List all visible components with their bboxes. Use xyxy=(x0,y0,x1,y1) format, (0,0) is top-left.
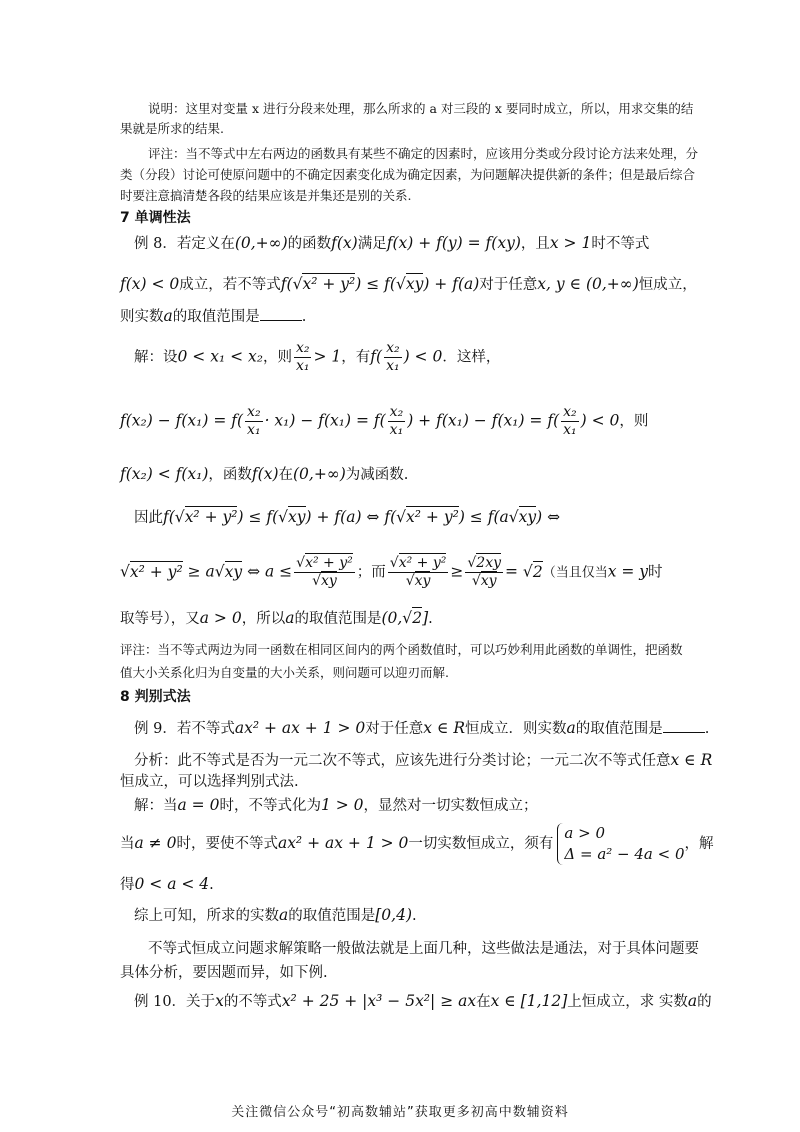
math: a xyxy=(566,719,576,737)
example-10: 例 10．关于x的不等式x² + 25 + |x³ − 5x²| ≥ ax在x ∈ [1,12]上恒成立，求 实数a的 xyxy=(134,992,712,1010)
fraction xyxy=(245,404,263,439)
math: f( xyxy=(163,508,175,526)
numerator: x₂ xyxy=(389,404,404,420)
general-line-2: 具体分析，要因题而异，如下例. xyxy=(120,965,328,981)
math: ≥ ax xyxy=(440,992,477,1010)
numerator: x₂ xyxy=(295,340,310,356)
text: ，则 xyxy=(262,349,292,366)
numerator: x₂ xyxy=(563,404,577,420)
text: （当且仅当 xyxy=(542,565,608,581)
math: x xyxy=(215,992,224,1010)
solution-8b-line-1: 因此f(√x² + y²) ≤ f(√xy) + f(a) ⇔ f(√x² + y²) ≤ f(a√xy) ⇔ xyxy=(134,508,561,526)
math: ax² + ax + 1 > 0 xyxy=(277,834,409,852)
comment1-line-3: 时要注意搞清楚各段的结果应该是并集还是别的关系. xyxy=(120,188,412,203)
math: 0 < x₁ < x₂ xyxy=(177,347,263,366)
denominator: x₁ xyxy=(563,422,577,438)
text: ，有 xyxy=(341,349,371,366)
math: x ∈ R xyxy=(423,719,466,737)
note-line-1: 说明：这里对变量 x 进行分段来处理，那么所求的 a 对三段的 x 要同时成立，所以，用求交集的结 xyxy=(148,101,694,116)
text: 的取值范围是 xyxy=(288,908,376,924)
math: f(x) xyxy=(251,465,279,483)
text: 时，不等式化为 xyxy=(219,798,321,814)
math: ) ≤ f( xyxy=(237,508,279,526)
text: 当 xyxy=(120,836,135,852)
numerator: x₂ xyxy=(386,340,400,356)
math: f(x) xyxy=(331,234,358,252)
system-line-1: a > 0 xyxy=(564,824,605,842)
math: x > 1 xyxy=(549,234,592,252)
denominator: xy xyxy=(480,573,497,589)
radicand: xy xyxy=(405,275,424,293)
radicand: xy xyxy=(224,562,243,581)
math: ] xyxy=(422,609,429,627)
text: . xyxy=(412,908,417,924)
numerator: x² + y² xyxy=(305,555,353,571)
math: ) + f(a) xyxy=(423,275,480,293)
numerator: x₂ xyxy=(247,404,261,420)
math: [0,4) xyxy=(375,906,412,924)
fraction xyxy=(388,404,406,439)
math: ) + f(a) ⇔ f( xyxy=(305,508,397,526)
text: 时 xyxy=(648,564,663,581)
text: ．这样， xyxy=(442,349,501,366)
math: x = y xyxy=(607,562,649,581)
radicand: x² + y² xyxy=(302,275,356,293)
text: . xyxy=(209,877,214,893)
text: 解：设 xyxy=(134,349,178,366)
math: a xyxy=(285,609,295,627)
denominator: xy xyxy=(414,573,431,589)
math: ⇔ a ≤ xyxy=(247,562,293,581)
text: 综上可知，所求的实数 xyxy=(134,908,279,924)
numerator: 2xy xyxy=(476,555,501,571)
example-8-line-3 xyxy=(120,306,680,327)
radicand: 2 xyxy=(412,609,423,627)
text: 对于任意 xyxy=(479,277,538,293)
math: f(x) + f(y) = f(xy) xyxy=(386,234,521,252)
text: ，所以 xyxy=(241,611,286,627)
math: ≥ xyxy=(450,562,464,581)
text: 时，要使不等式 xyxy=(176,836,278,852)
denominator: x₁ xyxy=(247,422,261,438)
math: · x₁) − f(x₁) = f( xyxy=(264,411,386,430)
text: 对于任意 xyxy=(365,721,424,737)
text: 在 xyxy=(476,994,491,1010)
math: = xyxy=(505,562,518,581)
section-8-title: 8 判别式法 xyxy=(120,689,191,705)
section-7-title: 7 单调性法 xyxy=(120,210,191,226)
denominator: x₁ xyxy=(386,358,400,374)
analysis-9-line-2: 恒成立，可以选择判别式法. xyxy=(120,774,299,790)
radicand: x² + y² xyxy=(184,508,238,526)
fraction xyxy=(294,340,312,375)
math: ) < 0 xyxy=(403,347,443,366)
note-line-2: 果就是所求的结果. xyxy=(120,121,224,136)
text: 则实数 xyxy=(120,309,164,325)
text: 满足 xyxy=(357,236,387,252)
solution-8-line-2 xyxy=(120,404,680,439)
math: ) < 0 xyxy=(580,411,620,430)
text: 的取值范围是 xyxy=(294,611,382,627)
radicand: xy xyxy=(288,508,306,526)
text: ，解 xyxy=(684,836,714,852)
fraction xyxy=(561,404,579,439)
solution-8-line-3 xyxy=(120,464,680,485)
text: 时不等式 xyxy=(591,236,650,252)
solution-9-line-2 xyxy=(120,823,714,865)
math: ) ≤ f(a xyxy=(458,508,509,526)
math: f(x₂) − f(x₁) = f( xyxy=(120,411,244,430)
text: 在 xyxy=(278,467,293,483)
denominator: x₁ xyxy=(295,358,310,374)
fraction: $\frac{\text{√x² + y²}}{√xy}$ xyxy=(296,555,353,589)
text: 取等号），又 xyxy=(120,611,200,627)
text: 分析：此不等式是否为一元二次不等式，应该先进行分类讨论；一元二次不等式任意 xyxy=(134,753,671,769)
math: ≥ a xyxy=(187,562,215,581)
math: f(x) < 0 xyxy=(120,275,180,293)
math: ) ≤ f( xyxy=(355,275,396,293)
text: 的 xyxy=(697,994,712,1010)
math: 0 < a < 4 xyxy=(134,875,210,893)
text: 恒成立．则实数 xyxy=(465,721,567,737)
text: 例 10．关于 xyxy=(134,994,216,1010)
solution-8b-line-2: √x² + y² ≥ a√xy ⇔ a ≤ $\frac{\text{√x² + y²}}{√xy}$ ；而 $\frac{\text{√x² + y²}}{√xy}$ ≥ $\frac{√2xy}{√xy}$ = √2（当且仅当x = y时 xyxy=(120,555,663,589)
summary-9 xyxy=(120,905,680,926)
math: a > 0 xyxy=(199,609,242,627)
text: 的不等式 xyxy=(223,994,282,1010)
text: 得 xyxy=(120,877,135,893)
example-8-line-2: f(x) < 0成立，若不等式f(√x² + y²) ≤ f(√xy) + f(a)对于任意x, y ∈ (0,+∞)恒成立， xyxy=(120,275,697,293)
math: f( xyxy=(280,275,293,293)
text: 为减函数. xyxy=(345,467,409,483)
math: a xyxy=(687,992,698,1010)
text: . xyxy=(704,721,710,737)
math: 1 > 0 xyxy=(320,796,364,814)
system-line-2: Δ = a² − 4a < 0 xyxy=(564,845,685,863)
text: 成立，若不等式 xyxy=(179,277,281,293)
math: a ≠ 0 xyxy=(134,834,177,852)
solution-8b-line-3: 取等号），又a > 0，所以a的取值范围是(0,√2]. xyxy=(120,609,433,627)
text: ，则 xyxy=(619,413,649,430)
denominator: xy xyxy=(321,573,337,589)
comment1-line-1: 评注：当不等式中左右两边的函数具有某些不确定的因素时，应该用分类或分段讨论方法来处理，分 xyxy=(148,146,699,161)
text: 恒成立， xyxy=(638,277,697,293)
math: x² + 25 + xyxy=(281,992,358,1010)
math: x, y ∈ (0,+∞) xyxy=(537,275,639,293)
fraction: $\frac{\text{√x² + y²}}{√xy}$ xyxy=(389,555,447,589)
general-line-1: 不等式恒成立问题求解策略一般做法就是上面几种，这些做法是通法，对于具体问题要 xyxy=(148,941,699,957)
text: ，且 xyxy=(520,236,550,252)
example-9 xyxy=(120,718,710,739)
analysis-9-line-1 xyxy=(120,750,713,771)
math: (0,+∞) xyxy=(293,465,346,483)
text: 的取值范围是 xyxy=(172,309,260,325)
solution-9-line-1 xyxy=(120,795,680,816)
fraction: $\frac{√2xy}{√xy}$ xyxy=(467,555,501,589)
radicand: xy xyxy=(518,508,537,526)
text: ，函数 xyxy=(208,467,252,483)
text: . xyxy=(301,309,307,325)
text: . xyxy=(428,611,433,627)
math: x ∈ [1,12] xyxy=(490,992,568,1010)
equation-system xyxy=(557,823,684,865)
comment2-line-1: 评注：当不等式两边为同一函数在相同区间内的两个函数值时，可以巧妙利用此函数的单调性，把函数 xyxy=(120,642,683,657)
math: a = 0 xyxy=(177,796,220,814)
comment2-line-2: 值大小关系化归为自变量的大小关系，则问题可以迎刃而解. xyxy=(120,665,449,680)
math: > 1 xyxy=(313,347,342,366)
numerator: x² + y² xyxy=(398,555,447,571)
text: 的函数 xyxy=(287,236,332,252)
math: f(x₂) < f(x₁) xyxy=(120,465,209,483)
text: 的取值范围是 xyxy=(575,721,663,737)
math: f( xyxy=(370,347,383,366)
radicand: x² + y² xyxy=(406,508,459,526)
fraction xyxy=(384,340,402,375)
text: 因此 xyxy=(134,510,163,526)
example-8-line-1 xyxy=(120,233,680,254)
text: ；而 xyxy=(356,564,386,581)
math: a xyxy=(279,906,289,924)
answer-blank xyxy=(663,720,705,733)
answer-blank xyxy=(260,308,302,321)
text: 上恒成立，求 实数 xyxy=(567,994,688,1010)
math: ) ⇔ xyxy=(536,508,561,526)
solution-8-line-1 xyxy=(120,340,680,375)
math: ) + f(x₁) − f(x₁) = f( xyxy=(407,411,560,430)
text: 例 9．若不等式 xyxy=(134,721,235,737)
comment1-line-2: 类（分段）讨论可使原问题中的不确定因素变化成为确定因素，为问题解决提供新的条件；但是最后综合 xyxy=(120,167,696,182)
math: x ∈ R xyxy=(670,751,713,769)
solution-9-line-3 xyxy=(120,874,680,895)
radicand: x² + y² xyxy=(129,562,183,581)
radicand: 2 xyxy=(532,562,543,581)
page-footer: 关注微信公众号“初高数辅站”获取更多初高中数辅资料 xyxy=(231,1105,569,1120)
math: x³ − 5x² xyxy=(367,992,431,1010)
math: (0,+∞) xyxy=(234,234,288,252)
denominator: x₁ xyxy=(389,422,404,438)
math: ax² + ax + 1 > 0 xyxy=(234,719,366,737)
text: ，显然对一切实数恒成立； xyxy=(363,798,538,814)
text: 解：当 xyxy=(134,798,178,814)
text: 例 8．若定义在 xyxy=(134,236,235,252)
math: a xyxy=(163,307,173,325)
math: (0, xyxy=(381,609,403,627)
text: 一切实数恒成立，须有 xyxy=(408,836,554,852)
